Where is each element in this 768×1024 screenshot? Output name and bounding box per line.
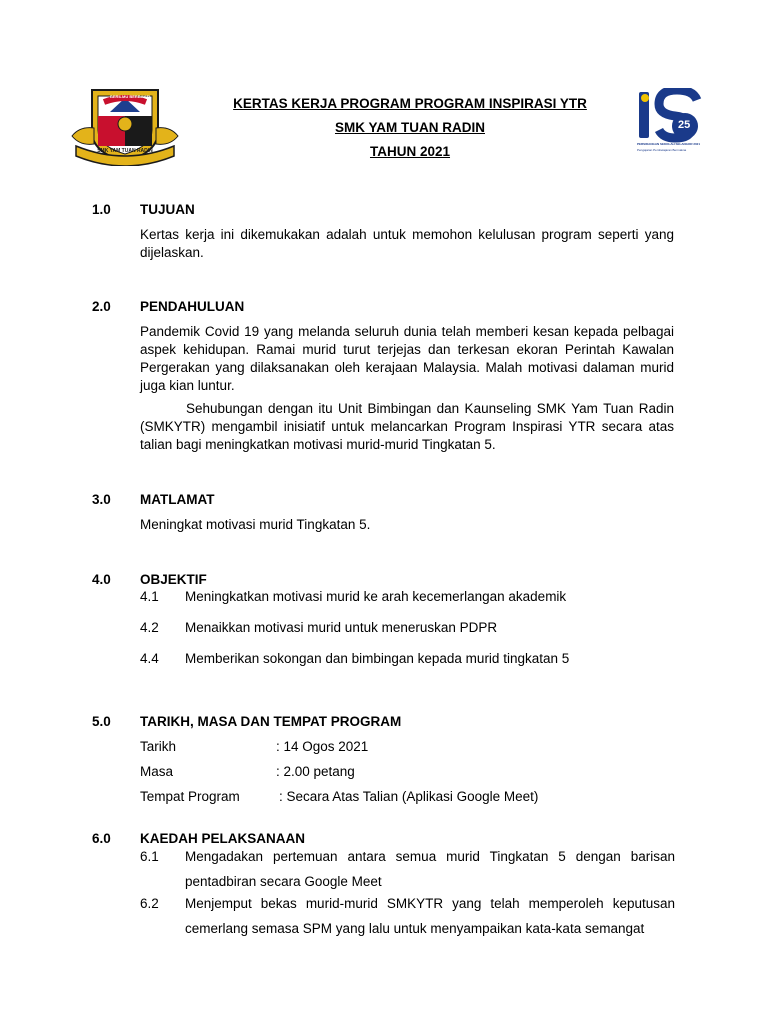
document-title: KERTAS KERJA PROGRAM PROGRAM INSPIRASI YTR <box>233 96 587 111</box>
section-6-title: KAEDAH PELAKSANAAN <box>140 831 306 846</box>
objective-number: 4.2 <box>140 620 159 635</box>
section-3-number: 3.0 <box>92 492 111 507</box>
section-2-title: PENDAHULUAN <box>140 299 245 314</box>
section-2-number: 2.0 <box>92 299 111 314</box>
program-detail-label: Tarikh <box>140 739 177 754</box>
method-text: Mengadakan pertemuan antara semua murid Tingkatan 5 dengan barisan pentadbiran secara Google Meet <box>185 849 675 889</box>
objective-number: 4.4 <box>140 651 159 666</box>
objective-text: Menaikkan motivasi murid untuk meneruskan PDPR <box>185 620 498 635</box>
section-3-title: MATLAMAT <box>140 492 215 507</box>
section-1-number: 1.0 <box>92 202 111 217</box>
conference-logo-caption-2: Pengajaran Pembelajaran Bermakna <box>637 148 687 152</box>
section-3-text: Meningkat motivasi murid Tingkatan 5. <box>140 517 371 532</box>
school-crest-logo <box>70 86 180 166</box>
program-detail-value: : 14 Ogos 2021 <box>276 739 369 754</box>
section-4-number: 4.0 <box>92 572 111 587</box>
conference-logo-caption-1: PERSIDANGAN SEKOLAH SELANGOR 2021 <box>637 142 701 146</box>
section-2-paragraph-2: Sehubungan dengan itu Unit Bimbingan dan Kaunseling SMK Yam Tuan Radin (SMKYTR) mengambil inisiatif untuk melancarkan Program Inspirasi YTR secara atas talian bagi meningkatkan motivasi murid-murid Tingkatan 5. <box>140 401 674 452</box>
document-year: TAHUN 2021 <box>369 144 451 159</box>
conference-logo <box>637 88 705 160</box>
crest-banner-text: SMK YAM TUAN RADIN <box>97 148 153 154</box>
document-school-name: SMK YAM TUAN RADIN <box>334 120 485 135</box>
section-6-number: 6.0 <box>92 831 111 846</box>
conference-logo-number: 25 <box>678 119 691 131</box>
objective-text: Memberikan sokongan dan bimbingan kepada murid tingkatan 5 <box>185 651 570 666</box>
method-number: 6.2 <box>140 896 159 911</box>
method-text: Menjemput bekas murid-murid SMKYTR yang telah memperoleh keputusan cemerlang semasa SPM yang lalu untuk menyampaikan kata-kata semangat <box>185 896 675 936</box>
section-4-title: OBJEKTIF <box>140 572 207 587</box>
section-5-title: TARIKH, MASA DAN TEMPAT PROGRAM <box>140 714 402 729</box>
objective-number: 4.1 <box>140 589 159 604</box>
section-5-number: 5.0 <box>92 714 111 729</box>
section-2-paragraph-1: Pandemik Covid 19 yang melanda seluruh dunia telah memberi kesan kepada pelbagai aspek kehidupan. Ramai murid turut terjejas dan terkesan ekoran Perintah Kawalan Pergerakan yang dilaksanakan oleh kerajaan Malaysia. Malah motivasi dalaman murid juga kian luntur. <box>140 324 674 393</box>
section-1-title: TUJUAN <box>140 202 195 217</box>
program-detail-value: : Secara Atas Talian (Aplikasi Google Meet) <box>279 789 539 804</box>
objective-text: Meningkatkan motivasi murid ke arah kecemerlangan akademik <box>185 589 567 604</box>
program-detail-label: Tempat Program <box>140 789 240 804</box>
program-detail-value: : 2.00 petang <box>276 764 355 779</box>
section-1-text: Kertas kerja ini dikemukakan adalah untuk memohon kelulusan program seperti yang dijelaskan. <box>140 227 674 260</box>
crest-motto: BERILMU BERBAKTI <box>110 94 150 99</box>
method-number: 6.1 <box>140 849 159 864</box>
program-detail-label: Masa <box>140 764 174 779</box>
